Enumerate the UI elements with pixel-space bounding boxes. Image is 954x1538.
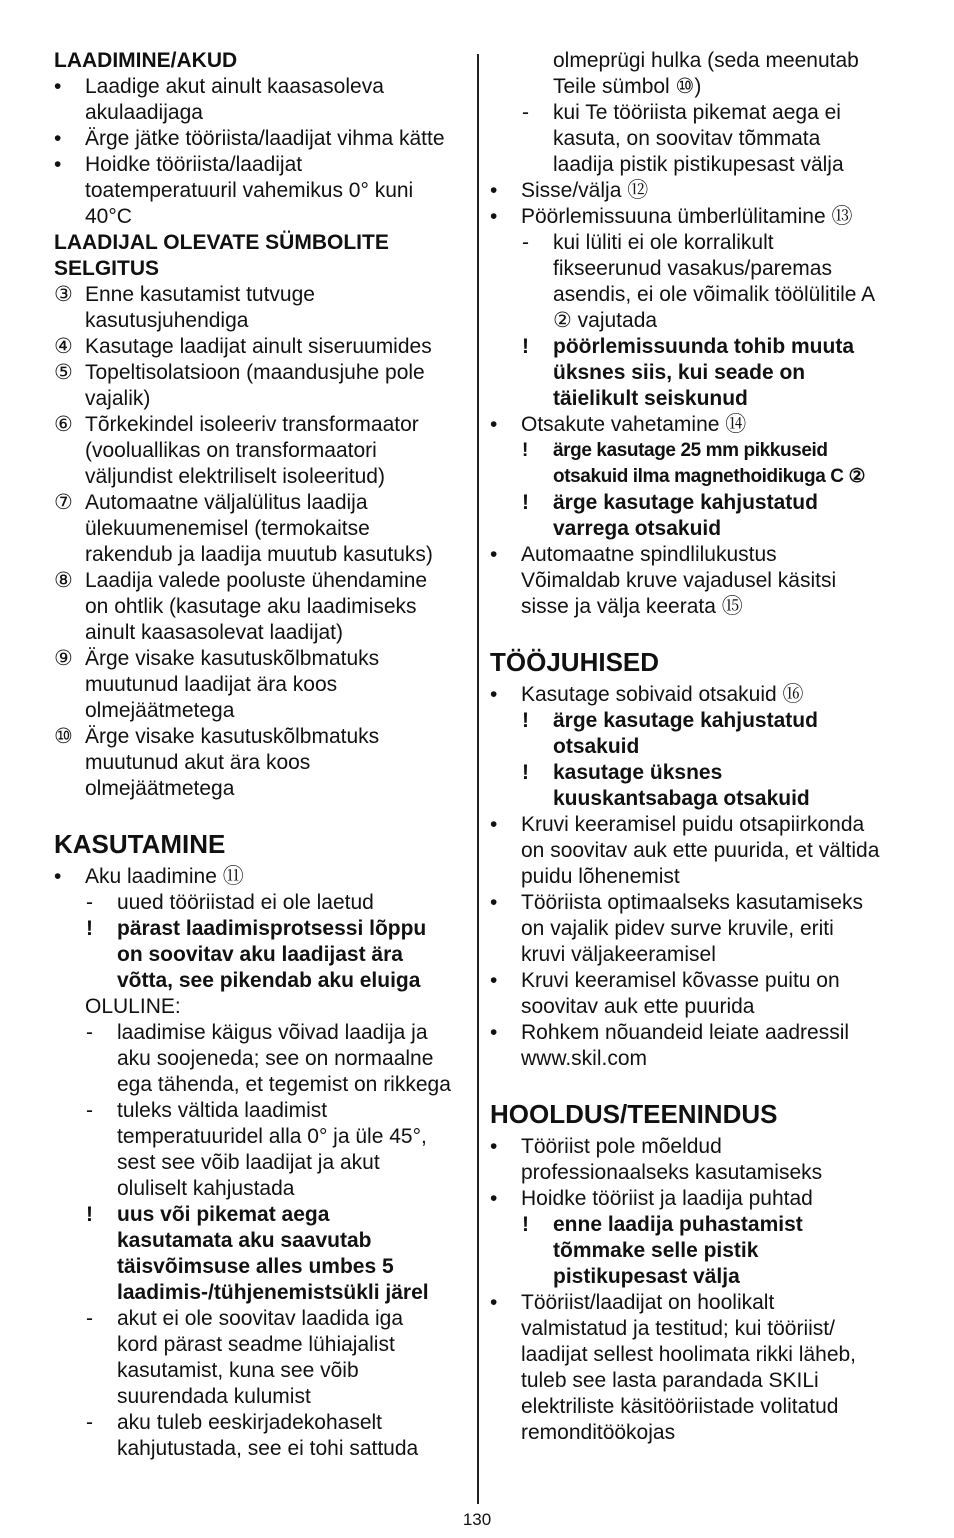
text-line — [54, 256, 466, 282]
symbol-number-marker: ⑩ — [54, 725, 73, 748]
dash-marker: - — [86, 1307, 93, 1330]
text-line — [490, 360, 910, 386]
text-line — [490, 864, 910, 890]
text-line — [490, 760, 910, 786]
line-text: kui lüliti ei ole korralikult — [553, 231, 774, 254]
text-line — [490, 734, 910, 760]
symbol-number-marker: ⑧ — [54, 569, 73, 592]
line-text: tõmmake selle pistik — [553, 1239, 759, 1262]
line-text: ärge kasutage kahjustatud — [553, 709, 818, 732]
line-text: akulaadijaga — [85, 101, 203, 124]
warning-marker: ! — [522, 335, 529, 358]
text-line — [490, 682, 910, 708]
text-line — [54, 1124, 466, 1150]
page-number: 130 — [462, 1510, 492, 1529]
symbol-number-marker: ⑤ — [54, 361, 73, 384]
line-text: kasutage üksnes — [553, 761, 723, 784]
line-text: suurendada kulumist — [117, 1385, 311, 1408]
line-text: LAADIMINE/AKUD — [54, 49, 238, 72]
line-text: aku soojeneda; see on normaalne — [117, 1047, 434, 1070]
line-text: Tööriist pole mõeldud — [521, 1135, 722, 1158]
line-text: Aku laadimine ⑪ — [85, 865, 244, 888]
text-line — [490, 1368, 910, 1394]
text-line — [490, 1134, 910, 1160]
line-text: asendis, ei ole võimalik töölülitile A — [553, 283, 876, 306]
right-column — [490, 48, 910, 1446]
text-line — [490, 1238, 910, 1264]
dash-marker: - — [86, 1099, 93, 1122]
line-text: Tõrkekindel isoleeriv transformaator — [85, 413, 419, 436]
text-line — [490, 968, 910, 994]
text-line — [490, 516, 910, 542]
line-text: üksnes siis, kui seade on — [553, 361, 806, 384]
text-line — [54, 1254, 466, 1280]
text-line — [490, 1342, 910, 1368]
symbol-number-marker: ⑨ — [54, 647, 73, 670]
text-line — [54, 438, 466, 464]
text-line — [490, 334, 910, 360]
line-text: olmejäätmetega — [85, 699, 235, 722]
section-heading: TÖÖJUHISED — [490, 647, 660, 677]
text-line — [490, 786, 910, 812]
warning-marker: ! — [522, 491, 529, 514]
text-line — [490, 1290, 910, 1316]
line-text: Laadija valede pooluste ühendamine — [85, 569, 428, 592]
section-gap — [54, 802, 466, 828]
bullet-marker: • — [490, 1187, 498, 1210]
line-text: ärge kasutage kahjustatud — [553, 491, 818, 514]
line-text: Automaatne spindlilukustus — [521, 543, 777, 566]
bullet-marker: • — [490, 1291, 498, 1314]
line-text: OLULINE: — [85, 995, 181, 1018]
text-line — [490, 1394, 910, 1420]
bullet-marker: • — [490, 413, 498, 436]
line-text: Enne kasutamist tutvuge — [85, 283, 315, 306]
line-text: Ärge visake kasutuskõlbmatuks — [85, 647, 380, 670]
text-line — [490, 490, 910, 516]
line-text: on vajalik pidev surve kruvile, eriti — [521, 917, 834, 940]
line-text: toatemperatuuril vahemikus 0° kuni — [85, 179, 414, 202]
line-text: akut ei ole soovitav laadida iga — [117, 1307, 404, 1330]
bullet-marker: • — [490, 179, 498, 202]
text-line — [54, 1306, 466, 1332]
text-line — [54, 776, 466, 802]
warning-marker: ! — [86, 1203, 93, 1226]
symbol-number-marker: ⑥ — [54, 413, 73, 436]
text-line — [490, 942, 910, 968]
line-text: kahjutustada, see ei tohi sattuda — [117, 1437, 419, 1460]
text-line — [490, 568, 910, 594]
line-text: Ärge visake kasutuskõlbmatuks — [85, 725, 380, 748]
line-text: Otsakute vahetamine ⑭ — [521, 413, 747, 436]
line-text: muutunud akut ära koos — [85, 751, 311, 774]
line-text: uued tööriistad ei ole laetud — [117, 891, 374, 914]
text-line — [54, 1280, 466, 1306]
text-line — [490, 74, 910, 100]
line-text: kruvi väljakeeramisel — [521, 943, 716, 966]
line-text: täielikult seiskunud — [553, 387, 748, 410]
line-text: ② vajutada — [553, 309, 658, 332]
text-line — [54, 864, 466, 890]
text-line — [490, 1212, 910, 1238]
text-line — [54, 74, 466, 100]
line-text: laadimise käigus võivad laadija ja — [117, 1021, 428, 1044]
text-line — [490, 386, 910, 412]
text-line — [54, 942, 466, 968]
text-line — [54, 1358, 466, 1384]
line-text: kasuta, on soovitav tõmmata — [553, 127, 821, 150]
text-line — [54, 1202, 466, 1228]
text-line — [490, 126, 910, 152]
text-line — [490, 890, 910, 916]
line-text: kui Te tööriista pikemat aega ei — [553, 101, 841, 124]
bullet-marker: • — [490, 891, 498, 914]
line-text: www.skil.com — [521, 1047, 648, 1070]
warning-marker: ! — [522, 1213, 529, 1236]
text-line — [490, 178, 910, 204]
text-line — [54, 1410, 466, 1436]
line-text: Sisse/välja ⑫ — [521, 179, 649, 202]
dash-marker: - — [522, 231, 529, 254]
text-line — [490, 594, 910, 620]
line-text: Teile sümbol ⑩) — [553, 75, 702, 98]
line-text: elektriliste käsitööriistade volitatud — [521, 1395, 839, 1418]
text-line — [54, 724, 466, 750]
text-line — [490, 438, 910, 464]
line-text: kord pärast seadme lühiajalist — [117, 1333, 395, 1356]
line-text: on soovitav auk ette puurida, et vältida — [521, 839, 880, 862]
line-text: LAADIJAL OLEVATE SÜMBOLITE — [54, 231, 389, 254]
text-line — [54, 620, 466, 646]
line-text: Topeltisolatsioon (maandusjuhe pole — [85, 361, 425, 384]
text-line — [54, 282, 466, 308]
line-text: rakendub ja laadija muutub kasutuks) — [85, 543, 433, 566]
section-heading: KASUTAMINE — [54, 829, 226, 859]
line-text: muutunud laadijat ära koos — [85, 673, 338, 696]
column-divider — [477, 54, 479, 1504]
text-line — [54, 646, 466, 672]
text-line — [490, 308, 910, 334]
text-line — [54, 1436, 466, 1462]
text-line — [54, 568, 466, 594]
line-text: Ärge jätke tööriista/laadijat vihma kätte — [85, 127, 445, 150]
text-line — [490, 1316, 910, 1342]
line-text: otsakuid — [553, 735, 640, 758]
line-text: fikseerunud vasakus/paremas — [553, 257, 832, 280]
line-text: Rohkem nõuandeid leiate aadressil — [521, 1021, 850, 1044]
text-line — [54, 1020, 466, 1046]
bullet-marker: • — [54, 127, 62, 150]
text-line — [490, 152, 910, 178]
line-text: otsakuid ilma magnethoidikuga C ② — [553, 466, 866, 487]
bullet-marker: • — [490, 205, 498, 228]
text-line — [54, 1150, 466, 1176]
line-text: kuuskantsabaga otsakuid — [553, 787, 810, 810]
warning-marker: ! — [86, 917, 93, 940]
line-text: väljundist elektriliselt isoleeritud) — [85, 465, 385, 488]
dash-marker: - — [86, 1411, 93, 1434]
text-line — [490, 1160, 910, 1186]
line-text: ülekuumenemisel (termokaitse — [85, 517, 370, 540]
line-text: SELGITUS — [54, 257, 160, 280]
line-text: pärast laadimisprotsessi lõppu — [117, 917, 427, 940]
text-line — [54, 412, 466, 438]
section-heading: HOOLDUS/TEENINDUS — [490, 1099, 778, 1129]
line-text: temperatuuridel alla 0° ja üle 45°, — [117, 1125, 427, 1148]
symbol-number-marker: ⑦ — [54, 491, 73, 514]
text-line — [490, 256, 910, 282]
text-line — [54, 1332, 466, 1358]
text-line — [54, 916, 466, 942]
bullet-marker: • — [490, 543, 498, 566]
line-text: ega tähenda, et tegemist on rikkega — [117, 1073, 451, 1096]
dash-marker: - — [522, 101, 529, 124]
text-line — [54, 994, 466, 1020]
text-line — [54, 890, 466, 916]
dash-marker: - — [86, 1021, 93, 1044]
left-column — [54, 48, 466, 1462]
text-line — [54, 750, 466, 776]
text-line — [490, 100, 910, 126]
text-line — [490, 916, 910, 942]
text-line — [54, 360, 466, 386]
text-line — [54, 48, 466, 74]
line-text: Hoidke tööriista/laadijat — [85, 153, 303, 176]
bullet-marker: • — [490, 1135, 498, 1158]
text-line — [54, 968, 466, 994]
line-text: Kruvi keeramisel puidu otsapiirkonda — [521, 813, 865, 836]
line-text: puidu lõhenemist — [521, 865, 680, 888]
bullet-marker: • — [490, 683, 498, 706]
line-text: varrega otsakuid — [553, 517, 722, 540]
line-text: laadija pistik pistikupesast välja — [553, 153, 844, 176]
warning-marker: ! — [522, 761, 529, 784]
line-text: (vooluallikas on transformaatori — [85, 439, 377, 462]
text-line — [54, 178, 466, 204]
section-gap — [490, 1072, 910, 1098]
text-line — [54, 1046, 466, 1072]
line-text: Kruvi keeramisel kõvasse puitu on — [521, 969, 840, 992]
bullet-marker: • — [490, 813, 498, 836]
warning-marker: ! — [522, 440, 528, 461]
text-line — [490, 708, 910, 734]
text-line — [54, 204, 466, 230]
text-line — [54, 386, 466, 412]
text-line — [490, 1264, 910, 1290]
line-text: laadijat sellest hoolimata rikki läheb, — [521, 1343, 857, 1366]
line-text: Võimaldab kruve vajadusel käsitsi — [521, 569, 837, 592]
text-line — [54, 594, 466, 620]
line-text: soovitav auk ette puurida — [521, 995, 755, 1018]
text-line — [54, 1098, 466, 1124]
text-line — [54, 672, 466, 698]
line-text: 40°C — [85, 205, 132, 228]
text-line — [490, 1046, 910, 1072]
line-text: laadimis-/tühjenemistsükli järel — [117, 1281, 429, 1304]
text-line — [490, 1020, 910, 1046]
line-text: ainult kaasasolevat laadijat) — [85, 621, 343, 644]
line-text: vajalik) — [85, 387, 151, 410]
text-line — [54, 490, 466, 516]
line-text: on soovitav aku laadijast ära — [117, 943, 403, 966]
line-text: kasutusjuhendiga — [85, 309, 249, 332]
line-text: sest see võib laadijat ja akut — [117, 1151, 380, 1174]
line-text: Automaatne väljalülitus laadija — [85, 491, 368, 514]
text-line — [54, 308, 466, 334]
line-text: Kasutage laadijat ainult siseruumides — [85, 335, 432, 358]
line-text: olmeprügi hulka (seda meenutab — [553, 49, 859, 72]
line-text: pöörlemissuunda tohib muuta — [553, 335, 855, 358]
line-text: professionaalseks kasutamiseks — [521, 1161, 823, 1184]
bullet-marker: • — [54, 153, 62, 176]
text-line — [490, 994, 910, 1020]
text-line — [54, 1176, 466, 1202]
dash-marker: - — [86, 891, 93, 914]
bullet-marker: • — [490, 969, 498, 992]
text-line — [54, 334, 466, 360]
line-text: oluliselt kahjustada — [117, 1177, 295, 1200]
line-text: uus või pikemat aega — [117, 1203, 330, 1226]
text-line — [490, 542, 910, 568]
line-text: aku tuleb eeskirjadekohaselt — [117, 1411, 383, 1434]
text-line — [490, 1420, 910, 1446]
text-line — [54, 1384, 466, 1410]
text-line — [490, 812, 910, 838]
line-text: on ohtlik (kasutage aku laadimiseks — [85, 595, 417, 618]
line-text: täisvõimsuse alles umbes 5 — [117, 1255, 394, 1278]
text-line — [54, 100, 466, 126]
text-line — [54, 1228, 466, 1254]
text-line — [490, 282, 910, 308]
line-text: olmejäätmetega — [85, 777, 235, 800]
text-line — [490, 412, 910, 438]
line-text: Tööriist/laadijat on hoolikalt — [521, 1291, 775, 1314]
text-line — [54, 464, 466, 490]
text-line — [54, 698, 466, 724]
text-line — [490, 48, 910, 74]
text-line — [490, 204, 910, 230]
line-text: kasutamist, kuna see võib — [117, 1359, 359, 1382]
line-text: tuleks vältida laadimist — [117, 1099, 328, 1122]
text-line — [54, 516, 466, 542]
symbol-number-marker: ③ — [54, 283, 73, 306]
text-line — [490, 464, 910, 490]
warning-marker: ! — [522, 709, 529, 732]
line-text: remonditöökojas — [521, 1421, 676, 1444]
line-text: enne laadija puhastamist — [553, 1213, 803, 1236]
line-text: sisse ja välja keerata ⑮ — [521, 595, 743, 618]
text-line — [54, 1072, 466, 1098]
bullet-marker: • — [54, 865, 62, 888]
line-text: Hoidke tööriist ja laadija puhtad — [521, 1187, 813, 1210]
text-line — [54, 152, 466, 178]
symbol-number-marker: ④ — [54, 335, 73, 358]
text-line — [54, 230, 466, 256]
line-text: valmistatud ja testitud; kui tööriist/ — [521, 1317, 835, 1340]
text-line — [490, 838, 910, 864]
text-line — [54, 126, 466, 152]
line-text: võtta, see pikendab aku eluiga — [117, 969, 421, 992]
line-text: Laadige akut ainult kaasasoleva — [85, 75, 384, 98]
text-line — [54, 542, 466, 568]
section-gap — [490, 620, 910, 646]
line-text: tuleb see lasta parandada SKILi — [521, 1369, 819, 1392]
line-text: Tööriista optimaalseks kasutamiseks — [521, 891, 863, 914]
line-text: Kasutage sobivaid otsakuid ⑯ — [521, 683, 804, 706]
line-text: ärge kasutage 25 mm pikkuseid — [553, 440, 828, 461]
line-text: pistikupesast välja — [553, 1265, 740, 1288]
line-text: kasutamata aku saavutab — [117, 1229, 372, 1252]
line-text: Pöörlemissuuna ümberlülitamine ⑬ — [521, 205, 853, 228]
text-line — [490, 230, 910, 256]
bullet-marker: • — [54, 75, 62, 98]
text-line — [490, 1186, 910, 1212]
bullet-marker: • — [490, 1021, 498, 1044]
